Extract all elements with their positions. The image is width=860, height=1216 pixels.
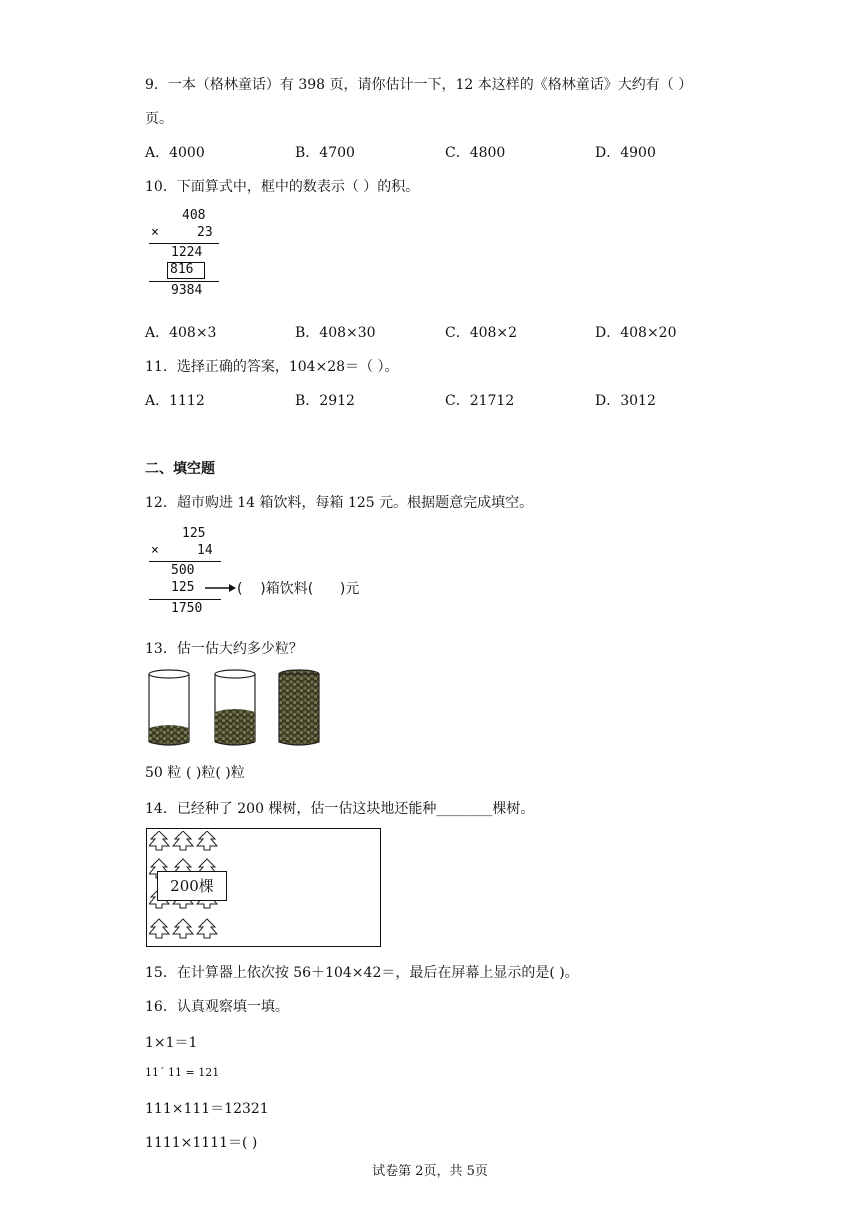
q10-option-b: B．408×30 xyxy=(295,325,376,341)
q12-rule-1 xyxy=(149,561,221,562)
q10-rule-2 xyxy=(149,281,219,282)
q12-vertical-multiplication xyxy=(145,526,435,618)
q12-stem: 12．超市购进 14 箱饮料，每箱 125 元。根据题意完成填空。 xyxy=(145,495,534,511)
q11-option-c: C．21712 xyxy=(445,393,515,409)
q10-times-sign: × xyxy=(151,225,159,240)
q16-line-1: 1×1＝1 xyxy=(145,1035,198,1051)
q13-label-50: 50 粒 xyxy=(145,765,182,781)
q9-option-a: A．4000 xyxy=(145,145,205,161)
q16-line-2: 11´ 11 = 121 xyxy=(145,1066,220,1079)
q10-option-c: C．408×2 xyxy=(445,325,518,341)
q16-stem: 16．认真观察填一填。 xyxy=(145,999,289,1015)
q13-answer-blanks: ( )粒( )粒 xyxy=(186,765,245,781)
q11-option-a: A．1112 xyxy=(145,393,205,409)
q10-option-d: D．408×20 xyxy=(595,325,677,341)
q16-line-3: 111×111＝12321 xyxy=(145,1101,269,1117)
jar-full-icon xyxy=(279,670,319,745)
q12-times-sign: × xyxy=(151,543,159,558)
page-footer: 试卷第 2页，共 5页 xyxy=(372,1164,488,1179)
q10-partial-1: 1224 xyxy=(171,245,203,260)
jar-medium-icon xyxy=(215,670,255,745)
q12-partial-2: 125 xyxy=(171,580,195,595)
q9-option-d: D．4900 xyxy=(595,145,656,161)
q10-option-a: A．408×3 xyxy=(145,325,217,341)
q12-multiplicand: 125 xyxy=(182,526,206,541)
q9-stem-cont: 页。 xyxy=(145,111,173,127)
q16-line-4: 1111×1111＝( ) xyxy=(145,1135,258,1151)
q10-multiplier: 23 xyxy=(197,225,213,240)
q14-stem: 14．已经种了 200 棵树，估一估这块地还能种________棵树。 xyxy=(145,801,535,817)
q9-option-c: C．4800 xyxy=(445,145,506,161)
section-title-fill-in: 二、填空题 xyxy=(145,461,215,477)
q12-annotation: ( )箱饮料( )元 xyxy=(237,581,360,597)
q10-multiplicand: 408 xyxy=(182,208,206,223)
q11-option-b: B．2912 xyxy=(295,393,355,409)
q11-stem: 11．选择正确的答案，104×28＝（ ）。 xyxy=(145,359,399,375)
q9-option-b: B．4700 xyxy=(295,145,355,161)
q10-vertical-multiplication xyxy=(145,208,225,300)
q15-stem: 15．在计算器上依次按 56＋104×42＝，最后在屏幕上显示的是( )。 xyxy=(145,965,579,981)
arrow-right-icon xyxy=(205,582,237,594)
jar-50-icon xyxy=(149,670,189,745)
q14-count-label: 200棵 xyxy=(157,871,227,901)
q12-partial-1: 500 xyxy=(171,563,195,578)
q11-option-d: D．3012 xyxy=(595,393,656,409)
q10-result: 9384 xyxy=(171,283,203,298)
q12-rule-2 xyxy=(149,599,221,600)
q10-rule-1 xyxy=(149,243,219,244)
q9-stem: 9．一本（格林童话）有 398 页，请你估计一下，12 本这样的《格林童话》大约有（ ） xyxy=(145,77,693,93)
q12-result: 1750 xyxy=(171,601,203,616)
q12-multiplier: 14 xyxy=(197,543,213,558)
q13-jars-illustration xyxy=(145,668,335,752)
q14-field-box xyxy=(146,828,381,947)
q10-stem: 10．下面算式中，框中的数表示（ ）的积。 xyxy=(145,179,420,195)
q13-stem: 13．估一估大约多少粒？ xyxy=(145,641,303,657)
q10-partial-2: 816 xyxy=(170,262,194,277)
